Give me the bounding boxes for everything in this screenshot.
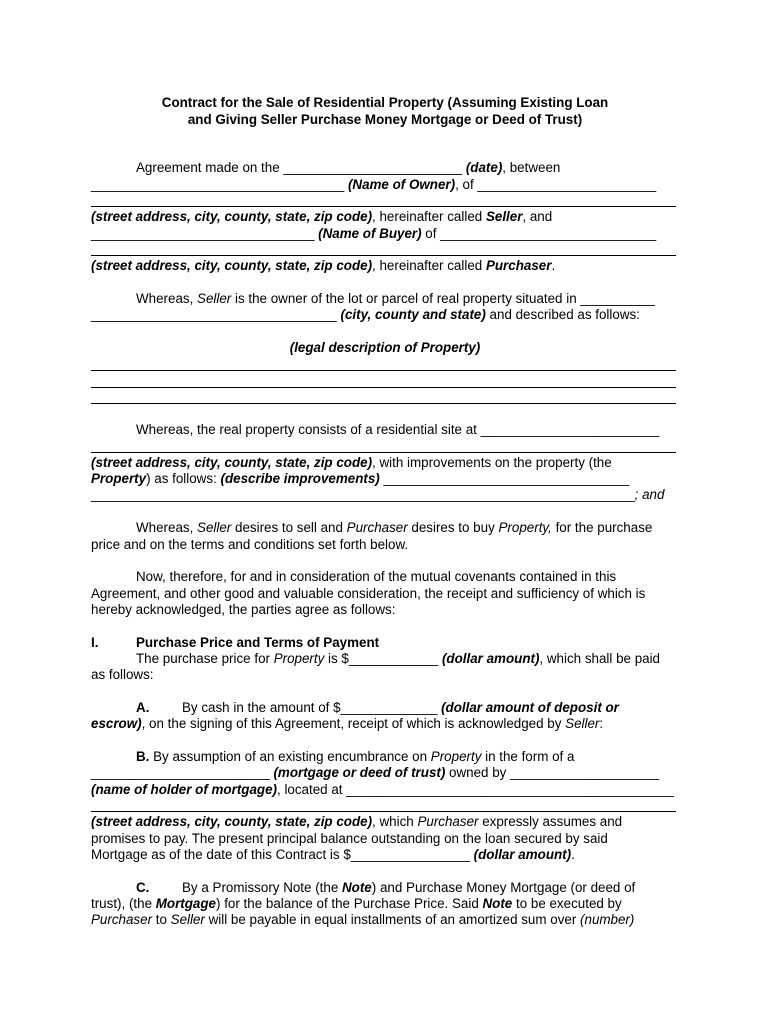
- text: By a Promissory Note (the: [182, 880, 342, 895]
- seller-term: Seller: [565, 716, 600, 731]
- whereas2-line-5: [91, 486, 664, 503]
- text: Whereas,: [136, 291, 198, 306]
- property-term: Property: [430, 749, 482, 764]
- improvements-blank-2[interactable]: _________________________________________________________________________: [91, 487, 635, 502]
- text: ) and Purchase Money Mortgage (or deed of: [371, 880, 636, 895]
- property-term: Property: [273, 651, 325, 666]
- number-label: (number): [580, 912, 635, 927]
- owner-name-blank[interactable]: __________________________________: [91, 177, 348, 192]
- property-term: Property,: [498, 520, 552, 535]
- text: , hereinafter called: [372, 258, 486, 273]
- seller-term: Seller: [170, 912, 205, 927]
- text: , which: [372, 814, 418, 829]
- whereas2-line-1: Whereas, the real property consists of a residential site at ________________________: [136, 422, 660, 437]
- price-blank[interactable]: is $____________: [324, 651, 442, 666]
- item-c-label: C.: [136, 880, 150, 895]
- legal-description-rule-3[interactable]: [91, 403, 676, 404]
- address-label: (street address, city, county, state, zip code): [91, 258, 373, 273]
- text: ; and: [634, 487, 665, 502]
- item-b-label: B.: [136, 749, 150, 764]
- deposit-label: (dollar amount of deposit or: [441, 700, 619, 715]
- deposit-label-cont: escrow): [91, 716, 142, 731]
- seller-term: Seller: [197, 291, 232, 306]
- now-line-1: Now, therefore, for and in consideration of the mutual covenants contained in this: [136, 569, 617, 584]
- text: Whereas,: [136, 520, 198, 535]
- location-label: (city, county and state): [340, 307, 486, 322]
- improvements-label: (describe improvements): [220, 471, 380, 486]
- text: desires to sell and: [231, 520, 347, 535]
- now-line-2: Agreement, and other good and valuable consideration, the receipt and sufficiency of which is: [91, 586, 646, 601]
- item-a-line-1: [182, 699, 619, 716]
- agreement-line-7: [91, 257, 555, 274]
- text: is the owner of the lot or parcel of real property situated in __________: [231, 291, 655, 306]
- text: for the purchase: [551, 520, 653, 535]
- whereas3-line-1: [136, 519, 652, 536]
- text: trust), (the: [91, 896, 156, 911]
- address-label: (street address, city, county, state, zip code): [91, 209, 373, 224]
- text: ) as follows:: [146, 471, 221, 486]
- text: expressly assumes and: [478, 814, 623, 829]
- text: , between: [502, 160, 561, 175]
- purchaser-term: Purchaser: [346, 520, 408, 535]
- buyer-address-rule[interactable]: [91, 255, 676, 256]
- item-b-line-5: [91, 813, 622, 830]
- text: ) for the balance of the Purchase Price. Said: [216, 896, 483, 911]
- location-blank[interactable]: _________________________________: [91, 307, 341, 322]
- section-1-line-2: as follows:: [91, 667, 154, 682]
- purchaser-term: Purchaser: [485, 258, 552, 273]
- seller-term: Seller: [197, 520, 232, 535]
- text: desires to buy: [407, 520, 499, 535]
- text: and described as follows:: [485, 307, 640, 322]
- text: to be executed by: [512, 896, 622, 911]
- agreement-line-2: [91, 176, 656, 193]
- text: , and: [522, 209, 553, 224]
- text: in the form of a: [481, 749, 575, 764]
- item-a-label: A.: [136, 700, 150, 715]
- dollar-amount-label: (dollar amount): [441, 651, 540, 666]
- text: will be payable in equal installments of an amortized sum over: [204, 912, 581, 927]
- item-c-line-3: [91, 911, 634, 928]
- title-line-1: Contract for the Sale of Residential Property (Assuming Existing Loan: [161, 95, 609, 110]
- legal-description-rule-1[interactable]: [91, 370, 676, 371]
- address-label: (street address, city, county, state, zip code): [91, 455, 373, 470]
- owner-name-label: (Name of Owner): [347, 177, 456, 192]
- buyer-name-label: (Name of Buyer): [318, 226, 422, 241]
- section-1-heading: Purchase Price and Terms of Payment: [136, 635, 380, 650]
- agreement-line-5: [91, 225, 656, 242]
- date-label: (date): [465, 160, 503, 175]
- legal-description-rule-2[interactable]: [91, 387, 676, 388]
- purchaser-term: Purchaser: [417, 814, 479, 829]
- mortgage-type-blank[interactable]: ________________________: [91, 765, 274, 780]
- site-address-rule[interactable]: [91, 452, 676, 453]
- item-b-line-2: [91, 764, 659, 781]
- text: .: [571, 847, 575, 862]
- now-line-3: hereby acknowledged, the parties agree as follows:: [91, 602, 396, 617]
- section-1-number: I.: [91, 635, 99, 650]
- purchaser-term: Purchaser: [91, 912, 153, 927]
- holder-label: (name of holder of mortgage): [91, 782, 277, 797]
- whereas2-line-3: [91, 454, 612, 471]
- holder-address-rule[interactable]: [91, 811, 676, 812]
- text: , on the signing of this Agreement, receipt of which is acknowledged by: [141, 716, 566, 731]
- text: , hereinafter called: [372, 209, 486, 224]
- item-b-line-6: promises to pay. The present principal balance outstanding on the loan secured by said: [91, 831, 608, 846]
- item-c-line-1: [182, 879, 635, 896]
- mortgage-term: Mortgage: [155, 896, 217, 911]
- balance-blank[interactable]: Mortgage as of the date of this Contract is $________________: [91, 847, 474, 862]
- seller-term: Seller: [485, 209, 523, 224]
- text: The purchase price for: [136, 651, 274, 666]
- buyer-name-blank[interactable]: ______________________________: [91, 226, 319, 241]
- text: .: [551, 258, 556, 273]
- holder-blank[interactable]: owned by ____________________: [445, 765, 660, 780]
- legal-description-label: (legal description of Property): [289, 340, 481, 355]
- owner-address-blank[interactable]: , of ________________________: [455, 177, 657, 192]
- deposit-blank[interactable]: By cash in the amount of $_____________: [182, 700, 442, 715]
- buyer-address-blank[interactable]: of _____________________________: [421, 226, 657, 241]
- improvements-blank[interactable]: _________________________________: [379, 471, 630, 486]
- note-term: Note: [342, 880, 372, 895]
- text: By assumption of an existing encumbrance on: [149, 749, 431, 764]
- note-term: Note: [482, 896, 513, 911]
- item-c-line-2: [91, 895, 622, 912]
- text: , which shall be paid: [539, 651, 661, 666]
- whereas2-line-4: [91, 470, 629, 487]
- owner-address-rule[interactable]: [91, 206, 676, 207]
- dollar-amount-label: (dollar amount): [473, 847, 572, 862]
- item-b-line-7: [91, 846, 575, 863]
- item-b-line-1: [136, 748, 574, 765]
- property-term: Property: [91, 471, 147, 486]
- mortgage-type-label: (mortgage or deed of trust): [273, 765, 446, 780]
- text: to: [152, 912, 171, 927]
- whereas1-line-2: [91, 306, 640, 323]
- title-line-2: and Giving Seller Purchase Money Mortgage or Deed of Trust): [187, 112, 583, 127]
- address-label: (street address, city, county, state, zip code): [91, 814, 373, 829]
- section-1-line-1: [136, 650, 660, 667]
- text: , with improvements on the property (the: [372, 455, 612, 470]
- text: :: [599, 716, 604, 731]
- agreement-line-1: [136, 159, 560, 176]
- item-a-line-2: [91, 715, 603, 732]
- agreement-line-4: [91, 208, 552, 225]
- whereas1-line-1: [136, 290, 655, 307]
- whereas3-line-2: price and on the terms and conditions set forth below.: [91, 537, 409, 552]
- holder-location-blank[interactable]: , located at ____________________________________________: [277, 782, 674, 797]
- item-b-line-3: [91, 781, 674, 798]
- date-blank[interactable]: Agreement made on the ________________________: [136, 160, 466, 175]
